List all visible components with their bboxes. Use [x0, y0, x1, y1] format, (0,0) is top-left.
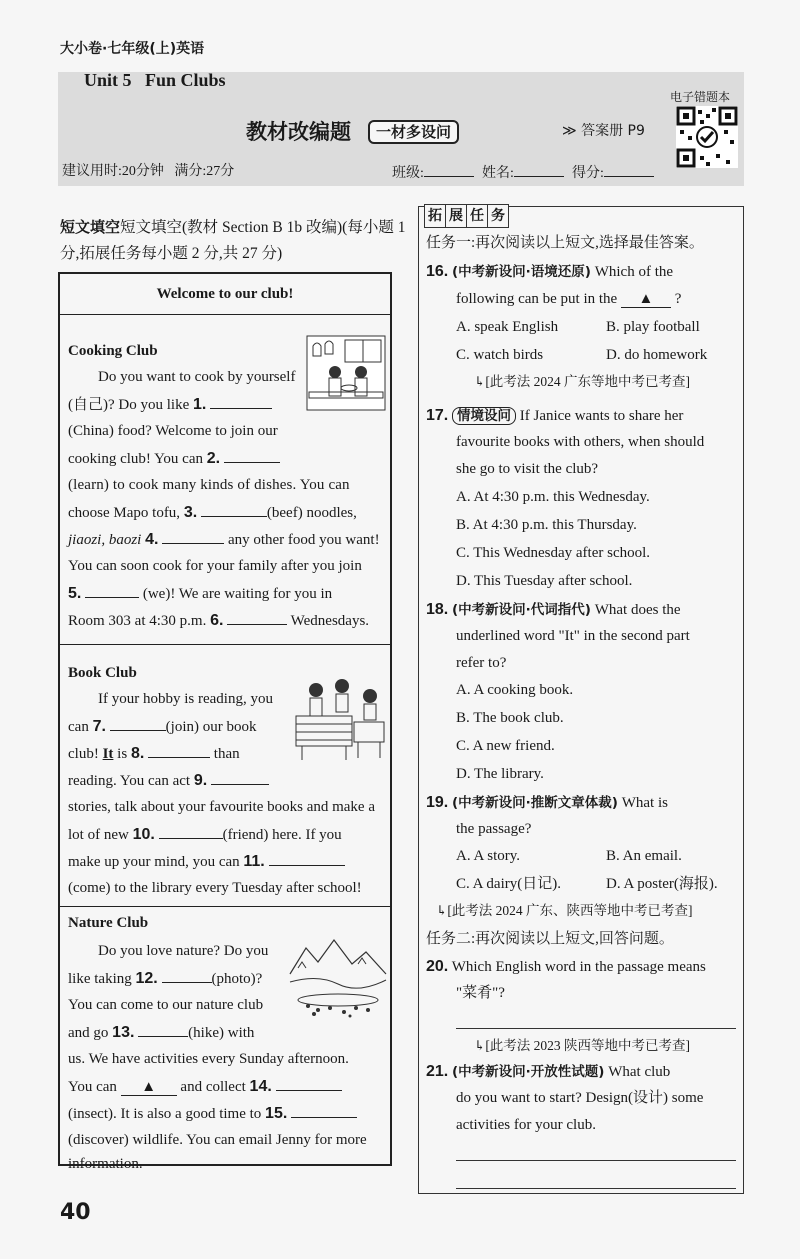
name-label: 姓名:	[482, 166, 514, 181]
nature-line3: You can come to our nature club	[68, 997, 264, 1013]
blank-number: 1.	[192, 396, 207, 413]
question-tag: (中考新设问·推断文章体裁)	[452, 795, 618, 811]
blank-14[interactable]	[276, 1074, 342, 1091]
blank-6[interactable]	[227, 608, 287, 625]
score-label: 得分:	[572, 166, 604, 181]
book-line4	[68, 767, 269, 795]
text: make up your mind, you can	[68, 854, 244, 870]
cooking-line3: (China) food? Welcome to join our	[68, 423, 278, 439]
q16-line1	[426, 258, 673, 286]
text: You can	[68, 1079, 117, 1095]
task1-heading: 任务一:再次阅读以上短文,选择最佳答案。	[426, 235, 704, 251]
q20-line2: "菜肴"?	[456, 985, 505, 1001]
blank-4[interactable]	[162, 527, 224, 544]
text: Which of the	[590, 264, 674, 280]
blank-5[interactable]	[85, 581, 139, 598]
text: can	[68, 719, 93, 735]
blank-10[interactable]	[159, 822, 223, 839]
question-number: 17.	[426, 407, 449, 424]
blank-triangle[interactable]	[121, 1079, 177, 1096]
unit-title: Unit 5 Fun Clubs	[84, 70, 226, 90]
text: Wednesdays.	[290, 613, 370, 629]
arrow-icon: ↳	[436, 903, 448, 918]
label-char: 拓	[424, 204, 446, 228]
text: (beef) noodles,	[266, 505, 357, 521]
q18-option-c[interactable]: C. A new friend.	[456, 738, 555, 754]
q17-line2: favourite books with others, when should	[456, 434, 705, 450]
q18-line2: underlined word "It" in the second part	[456, 628, 690, 644]
q19-option-c[interactable]: C. A dairy(日记).	[456, 876, 561, 892]
q16-option-d[interactable]: D. do homework	[606, 347, 708, 363]
q18-option-b[interactable]: B. The book club.	[456, 710, 564, 726]
blank-number: 4.	[145, 531, 159, 548]
instruction-text: 短文填空(教材 Section B 1b 改编)(每小题 1	[120, 219, 406, 236]
blank-number: 5.	[68, 585, 82, 602]
nature-line2	[68, 965, 262, 993]
text: following can be put in the	[456, 291, 618, 307]
arrow-icon: ↳	[474, 1038, 486, 1053]
question-number: 16.	[426, 263, 449, 280]
book-line5: stories, talk about your favourite books and make a	[68, 799, 376, 815]
text: and go	[68, 1025, 113, 1041]
q17-option-d[interactable]: D. This Tuesday after school.	[456, 573, 633, 589]
blank-number: 11.	[243, 853, 265, 870]
nature-line6	[68, 1073, 342, 1101]
text: like taking	[68, 971, 136, 987]
q17-option-a[interactable]: A. At 4:30 p.m. this Wednesday.	[456, 489, 650, 505]
text: Which English word in the passage means	[451, 959, 706, 975]
triangle-icon: ▲	[141, 1079, 157, 1095]
book-club-title: Book Club	[68, 665, 137, 681]
underlined-it: It	[102, 746, 114, 762]
blank-number: 8.	[130, 745, 145, 762]
text: If Janice wants to share her	[519, 408, 684, 424]
cooking-line10	[68, 607, 369, 635]
q18-option-a[interactable]: A. A cooking book.	[456, 682, 574, 698]
text: (insect). It is also a good time to	[68, 1106, 266, 1122]
blank-number: 13.	[112, 1024, 135, 1041]
question-tag: (中考新设问·开放性试题)	[452, 1064, 605, 1080]
text: ?	[674, 291, 682, 307]
q19-line2: the passage?	[456, 821, 532, 837]
question-tag: (中考新设问·语境还原)	[452, 264, 591, 280]
text: What is	[617, 795, 668, 811]
blank-number: 6.	[210, 612, 224, 629]
q21-answer-line[interactable]	[456, 1160, 736, 1161]
q16-note	[474, 368, 690, 395]
expand-tasks-label	[424, 204, 509, 228]
nature-line1: Do you love nature? Do you	[98, 943, 269, 959]
nature-line5: us. We have activities every Sunday afternoon.	[68, 1051, 349, 1067]
question-tag: 情境设问	[452, 407, 516, 425]
nature-line7	[68, 1100, 357, 1128]
question-number: 20.	[426, 958, 449, 975]
section-tag: 一材多设问	[368, 120, 459, 144]
q21-line3: activities for your club.	[456, 1117, 596, 1133]
question-number: 18.	[426, 601, 449, 618]
class-field[interactable]	[392, 160, 474, 182]
divider	[60, 314, 390, 315]
cooking-line5: (learn) to cook many kinds of dishes. You can	[68, 477, 350, 493]
q17-line1	[426, 402, 683, 430]
cooking-illustration	[305, 332, 387, 414]
q19-option-b[interactable]: B. An email.	[606, 848, 682, 864]
blank-15[interactable]	[291, 1101, 357, 1118]
book-line3	[68, 740, 240, 768]
q21-line2: do you want to start? Design(设计) some	[456, 1090, 704, 1106]
book-title: 大小卷·七年级(上)英语	[60, 41, 205, 57]
blank-8[interactable]	[148, 741, 210, 758]
label-char: 务	[488, 204, 509, 228]
q20-line1	[426, 953, 706, 981]
text: cooking club! You can	[68, 451, 207, 467]
blank-11[interactable]	[269, 849, 345, 866]
name-field[interactable]	[482, 160, 564, 182]
blank-2[interactable]	[224, 446, 280, 463]
score-field[interactable]	[572, 160, 654, 182]
blank-number: 12.	[135, 970, 158, 987]
text: jiaozi, baozi	[68, 532, 146, 548]
q19-option-a[interactable]: A. A story.	[456, 848, 521, 864]
label-char: 展	[446, 204, 467, 228]
q21-answer-line[interactable]	[456, 1188, 736, 1189]
blank-3[interactable]	[201, 500, 267, 517]
q17-option-b[interactable]: B. At 4:30 p.m. this Thursday.	[456, 517, 637, 533]
blank-7[interactable]	[110, 714, 166, 731]
cooking-club-title: Cooking Club	[68, 343, 158, 359]
text: (we)! We are waiting for you in	[142, 586, 333, 602]
q20-note	[474, 1032, 690, 1059]
q16-line2	[456, 286, 681, 313]
qr-label: 电子错题本	[670, 90, 731, 104]
blank-12[interactable]	[162, 966, 212, 983]
book-line7	[68, 848, 345, 876]
divider	[60, 644, 390, 645]
blank-number: 2.	[206, 450, 221, 467]
text: (join) our book	[165, 719, 257, 735]
cooking-line2	[68, 391, 272, 419]
nature-illustration	[288, 934, 388, 1018]
cooking-line4	[68, 445, 280, 473]
blank-number: 9.	[193, 772, 208, 789]
text: What club	[604, 1064, 671, 1080]
nature-line8: (discover) wildlife. You can email Jenny for more	[68, 1132, 367, 1148]
triangle-icon: ▲	[638, 291, 654, 307]
question-number: 21.	[426, 1063, 449, 1080]
blank-number: 10.	[132, 826, 155, 843]
q21-line1	[426, 1058, 670, 1086]
blank-13[interactable]	[138, 1020, 188, 1037]
nature-club-title: Nature Club	[68, 915, 149, 931]
question-tag: (中考新设问·代词指代)	[452, 602, 591, 618]
blank-1[interactable]	[210, 392, 272, 409]
instruction-line2: 分,拓展任务每小题 2 分,共 27 分)	[60, 245, 283, 262]
divider	[60, 906, 390, 907]
label-char: 任	[467, 204, 488, 228]
text: than	[213, 746, 240, 762]
cooking-line9	[68, 580, 332, 608]
section-title: 教材改编题	[246, 120, 351, 144]
q20-answer-line[interactable]	[456, 1028, 736, 1029]
text: (photo)?	[211, 971, 263, 987]
nature-line9: information.	[68, 1156, 143, 1172]
arrow-icon: ↳	[474, 374, 486, 389]
text: (自己)? Do you like	[68, 397, 193, 413]
text: is	[113, 746, 131, 762]
blank-number: 15.	[265, 1105, 288, 1122]
text: Room 303 at 4:30 p.m.	[68, 613, 211, 629]
blank-number: 7.	[92, 718, 106, 735]
text: club!	[68, 746, 103, 762]
text: What does the	[590, 602, 681, 618]
text: choose Mapo tofu,	[68, 505, 184, 521]
q18-line3: refer to?	[456, 655, 507, 671]
book-line2	[68, 713, 257, 741]
q18-option-d[interactable]: D. The library.	[456, 766, 544, 782]
blank-number: 14.	[249, 1078, 272, 1095]
q19-option-d[interactable]: D. A poster(海报).	[606, 876, 718, 892]
q16-blank[interactable]	[621, 291, 671, 308]
text: reading. You can act	[68, 773, 194, 789]
q19-note	[436, 897, 693, 924]
cooking-line7	[68, 526, 380, 554]
text: and collect	[180, 1079, 250, 1095]
blank-number: 3.	[183, 504, 198, 521]
q16-option-b[interactable]: B. play football	[606, 319, 700, 335]
q16-option-c[interactable]: C. watch birds	[456, 347, 544, 363]
page-number: 40	[60, 1200, 91, 1225]
book-line8: (come) to the library every Tuesday after school!	[68, 880, 362, 896]
book-line1: If your hobby is reading, you	[98, 691, 273, 707]
q16-option-a[interactable]: A. speak English	[456, 319, 559, 335]
nature-line4	[68, 1019, 254, 1047]
text: any other food you want!	[227, 532, 380, 548]
q17-option-c[interactable]: C. This Wednesday after school.	[456, 545, 651, 561]
cooking-line1: Do you want to cook by yourself	[98, 369, 296, 385]
blank-9[interactable]	[211, 768, 269, 785]
qr-code-icon[interactable]	[676, 106, 738, 168]
text: (friend) here. If you	[222, 827, 342, 843]
question-number: 19.	[426, 794, 449, 811]
box-title: Welcome to our club!	[156, 286, 294, 302]
text: [此考法 2024 广东、陕西等地中考已考查]	[447, 903, 693, 918]
q18-line1	[426, 596, 681, 624]
book-line6	[68, 821, 342, 849]
book-club-illustration	[292, 676, 388, 762]
time-info: 建议用时:20分钟 满分:27分	[62, 164, 235, 179]
cooking-line6	[68, 499, 357, 527]
text: (hike) with	[188, 1025, 255, 1041]
instruction-line1: 短文填空短文填空(教材 Section B 1b 改编)(每小题 1	[60, 218, 406, 236]
class-label: 班级:	[392, 166, 424, 181]
q17-line3: she go to visit the club?	[456, 461, 599, 477]
text: [此考法 2024 广东等地中考已考查]	[485, 374, 691, 389]
text: lot of new	[68, 827, 133, 843]
answer-reference: ≫ 答案册 P9	[562, 123, 645, 139]
text: [此考法 2023 陕西等地中考已考查]	[485, 1038, 691, 1053]
cooking-line8: You can soon cook for your family after you join	[68, 558, 362, 574]
task2-heading: 任务二:再次阅读以上短文,回答问题。	[426, 931, 674, 947]
q19-line1	[426, 789, 668, 817]
